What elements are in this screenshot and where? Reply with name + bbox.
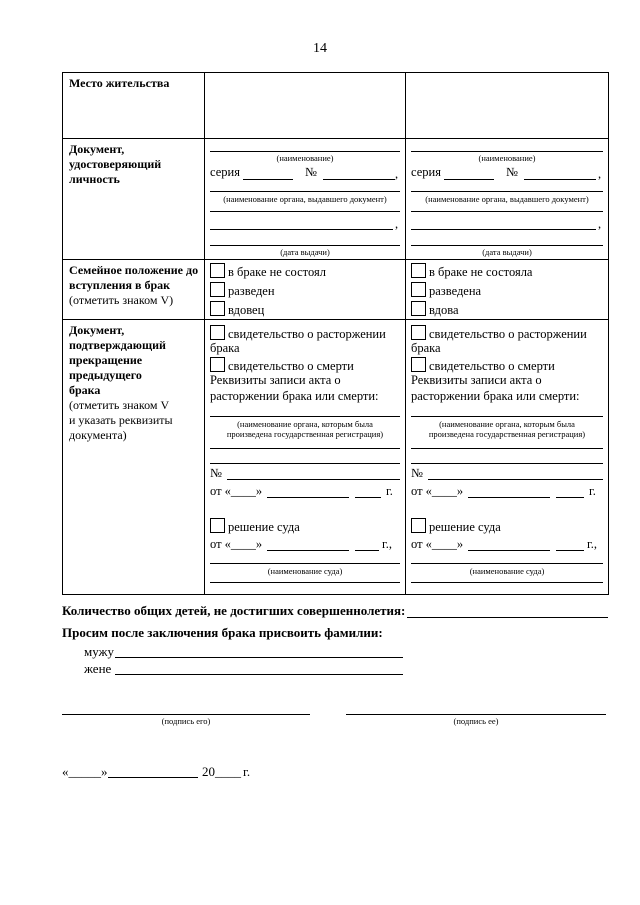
checkbox-icon[interactable] [411,282,426,297]
bride-id-name-caption: (наименование) [478,153,536,163]
groom-series-label: серия [210,165,240,179]
bride-option-death-cert[interactable]: свидетельство о смерти [411,357,555,374]
residence-label: Место жительства [69,76,170,90]
termination-note: (отметить знаком V и указать реквизиты документа) [69,398,173,442]
bride-termination-cell: свидетельство о расторжении брака свидетельство о смерти Реквизиты записи акта о расторжении брака или смерти: (наименование органа, которым была произведена государственная регистрация) № от «____» г. решение суда от «____» г., (наименование суда) [406,320,609,595]
groom-date-caption: (дата выдачи) [280,247,330,257]
bride-marital-cell [406,260,609,320]
bride-option-divorced[interactable]: разведена [411,282,481,299]
checkbox-icon[interactable] [210,325,225,340]
termination-row [63,320,609,595]
checkbox-icon[interactable] [411,325,426,340]
bride-option-widow[interactable]: вдова [411,301,459,318]
date-month-field[interactable] [108,777,198,778]
bride-organ-line-2[interactable] [411,448,603,449]
bride-court-line-2[interactable] [411,582,603,583]
bride-series-line[interactable] [444,179,494,180]
id-doc-label: Документ, удостоверяющий личность [69,142,162,186]
bride-issuer-line-2[interactable] [411,211,603,212]
bride-court-month-line[interactable] [468,550,550,551]
groom-termination-cell: свидетельство о расторжении брака свидетельство о смерти Реквизиты записи акта о расторжении брака или смерти: (наименование органа, которым была произведена государственная регистрация) № от «____» г. решение суда от «____» г., (наименование суда) [205,320,406,595]
groom-option-death-cert[interactable]: свидетельство о смерти [210,357,354,374]
bride-issuer-line-3[interactable] [411,229,596,230]
groom-id-name-caption: (наименование) [276,153,334,163]
groom-residence-field[interactable] [205,73,406,139]
bride-record-number-sign: № [411,466,423,480]
groom-court-caption: (наименование суда) [267,566,343,576]
groom-court-line[interactable] [210,563,400,564]
bride-date-caption: (дата выдачи) [482,247,532,257]
groom-issuer-line[interactable] [210,191,400,192]
bride-number-sign: № [506,165,518,179]
bride-id-name-line[interactable] [411,151,603,152]
groom-organ-line[interactable] [210,416,400,417]
checkbox-icon[interactable] [210,263,225,278]
application-table [62,72,609,595]
termination-label-cell [63,320,205,595]
groom-number-sign: № [305,165,317,179]
groom-option-divorce-cert[interactable]: свидетельство о расторжении [210,325,386,342]
groom-issue-date-line[interactable] [210,245,400,246]
groom-court-year-line[interactable] [355,550,379,551]
groom-id-name-line[interactable] [210,151,400,152]
bride-court-line[interactable] [411,563,603,564]
marital-row [63,260,609,320]
groom-issuer-caption: (наименование органа, выдавшего документ) [223,194,387,204]
groom-organ-caption: (наименование органа, которым была произведена государственная регистрация) [226,419,384,439]
groom-organ-line-3[interactable] [210,463,400,464]
groom-option-court[interactable]: решение суда [210,518,300,535]
residence-row [63,73,609,139]
groom-series-line[interactable] [243,179,293,180]
groom-court-line-2[interactable] [210,582,400,583]
bride-id-doc-cell: (наименование) серия № , (наименование органа, выдавшего документ) , (дата выдачи) [406,139,609,260]
her-signature-line[interactable] [346,714,606,715]
groom-record-year-line[interactable] [355,497,381,498]
wife-label: жене [84,661,112,676]
groom-organ-line-2[interactable] [210,448,400,449]
checkbox-icon[interactable] [210,282,225,297]
surnames-label: Просим после заключения брака присвоить фамилии: [62,625,383,640]
bride-record-month-line[interactable] [468,497,550,498]
checkbox-icon[interactable] [210,301,225,316]
bride-issuer-line[interactable] [411,191,603,192]
his-signature-line[interactable] [62,714,310,715]
date-year: 20____ [202,764,241,779]
residence-label-cell [63,73,205,139]
groom-option-divorced[interactable]: разведен [210,282,275,299]
children-count-field[interactable] [407,617,608,618]
groom-record-number-line[interactable] [227,479,400,480]
id-doc-label-cell [63,139,205,260]
bride-court-year-line[interactable] [556,550,584,551]
checkbox-icon[interactable] [411,263,426,278]
bride-option-divorce-cert[interactable]: свидетельство о расторжении [411,325,587,342]
bride-organ-line[interactable] [411,416,603,417]
groom-number-line[interactable] [323,179,395,180]
marital-note: (отметить знаком V) [69,293,174,307]
checkbox-icon[interactable] [411,357,426,372]
groom-option-widower[interactable]: вдовец [210,301,264,318]
bride-court-caption: (наименование суда) [469,566,545,576]
groom-marital-cell [205,260,406,320]
groom-option-never-married[interactable]: в браке не состоял [210,263,326,280]
date-year-suffix: г. [243,764,251,779]
marital-label-cell [63,260,205,320]
wife-surname-field[interactable] [115,674,403,675]
bride-organ-caption: (наименование органа, которым была произведена государственная регистрация) [428,419,586,439]
page-number: 14 [313,41,327,56]
groom-issuer-line-3[interactable] [210,229,393,230]
groom-record-month-line[interactable] [267,497,349,498]
groom-id-doc-cell: (наименование) серия № , (наименование органа, выдавшего документ) , (дата выдачи) [205,139,406,260]
bride-residence-field[interactable] [406,73,609,139]
bride-record-number-line[interactable] [428,479,603,480]
id-doc-row [63,139,609,260]
groom-court-month-line[interactable] [267,550,349,551]
husband-surname-field[interactable] [115,657,403,658]
checkbox-icon[interactable] [411,301,426,316]
bride-option-never-married[interactable]: в браке не состояла [411,263,533,280]
groom-issuer-line-2[interactable] [210,211,400,212]
checkbox-icon[interactable] [210,357,225,372]
bride-issue-date-line[interactable] [411,245,603,246]
marital-label: Семейное положение до вступления в брак [69,263,199,292]
bride-option-court[interactable]: решение суда [411,518,501,535]
checkbox-icon[interactable] [411,518,426,533]
checkbox-icon[interactable] [210,518,225,533]
children-count-label: Количество общих детей, не достигших совершеннолетия: [62,603,406,618]
his-signature-caption: (подпись его) [161,716,211,726]
date-day: «_____» [62,764,108,779]
bride-number-line[interactable] [524,179,596,180]
her-signature-caption: (подпись ее) [453,716,499,726]
termination-label: Документ, подтверждающий прекращение предыдущего брака [69,323,166,397]
bride-organ-line-3[interactable] [411,463,603,464]
bride-series-label: серия [411,165,441,179]
groom-record-number-sign: № [210,466,222,480]
husband-label: мужу [84,644,115,659]
bride-record-year-line[interactable] [556,497,584,498]
bride-issuer-caption: (наименование органа, выдавшего документ) [425,194,589,204]
